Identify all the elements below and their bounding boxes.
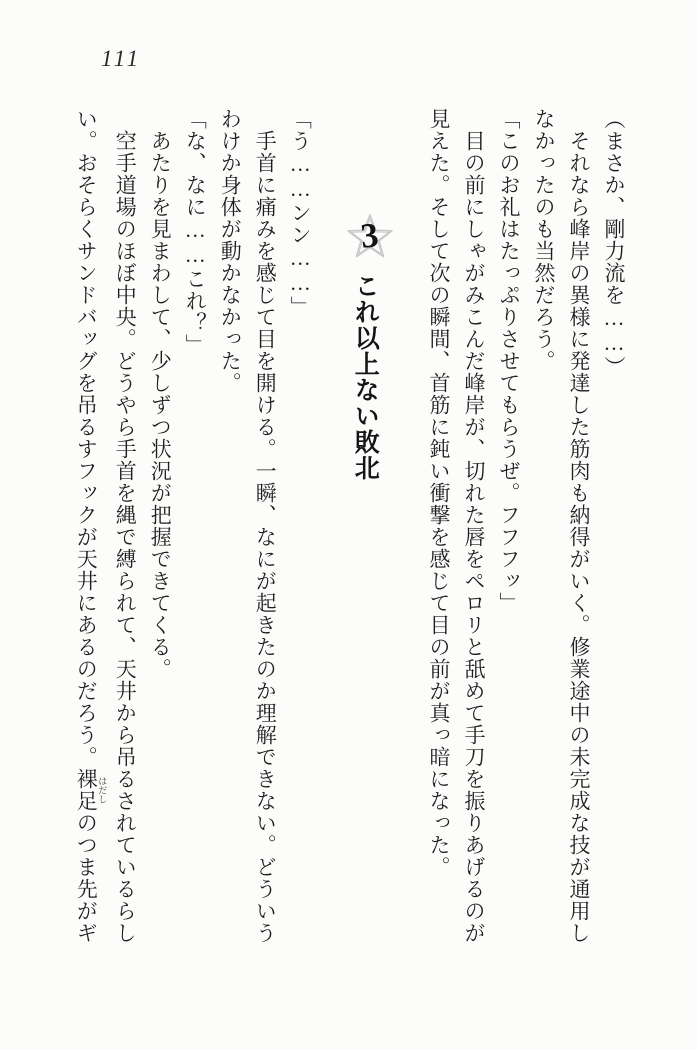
text-line: 手首に痛みを感じて目を開ける。一瞬、なにが起きたのか理解できない。どういう [253,130,278,944]
text-line: 空手道場のほぼ中央。どうやら手首を縄で縛られて、天井から吊るされているらし [113,130,138,944]
text-line: 「う……ンン……」 [288,108,313,318]
ruby-annotated-word: 裸足 はだし [74,768,108,812]
chapter-title: これ以上ない敗北 [351,273,380,481]
paragraph-narration [142,108,177,1050]
text-line: それなら峰岸の異様に発達した筋肉も納得がいく。修業途中の未完成な技が通用し [567,130,591,944]
paragraph-dialogue [177,108,212,1050]
text-line: あたりを見まわして、少しずつ状況が把握できてくる。 [148,130,173,680]
text-line: い。おそらくサンドバッグを吊るすフックが天井にあるのだろう。裸足 はだしのつま先がギ [74,108,108,944]
text-line: なかったのも当然だろう。 [532,108,556,372]
text-line: わけか身体が動かなかった。 [218,108,243,394]
paragraph-dialogue [491,108,526,1050]
text-line: 見えた。そして次の瞬間、首筋に鈍い衝撃を感じて目の前が真っ暗になった。 [427,108,451,878]
paragraph-narration [526,108,596,1050]
paragraph-parenthetical-thought [596,108,631,1050]
page-number: 111 [101,46,142,71]
paragraph-narration [421,108,491,1050]
paragraph-narration [212,108,282,1050]
text-line: 目の前にしゃがみこんだ峰岸が、切れた唇をペロリと舐めて手刀を振りあげるのが [462,130,486,944]
text-line: 「このお礼はたっぷりさせてもらうぜ。フフフッ」 [497,108,521,614]
text-line: 「な、なに……これ？」 [183,108,208,356]
paragraph-dialogue [282,108,317,1050]
paragraph-narration [68,108,142,1050]
chapter-number: 3 [358,215,382,256]
chapter-number-badge [346,213,394,263]
chapter-heading [340,108,394,1050]
page-text [73,0,631,1050]
text-line: （まさか、剛力流を……） [602,108,626,378]
